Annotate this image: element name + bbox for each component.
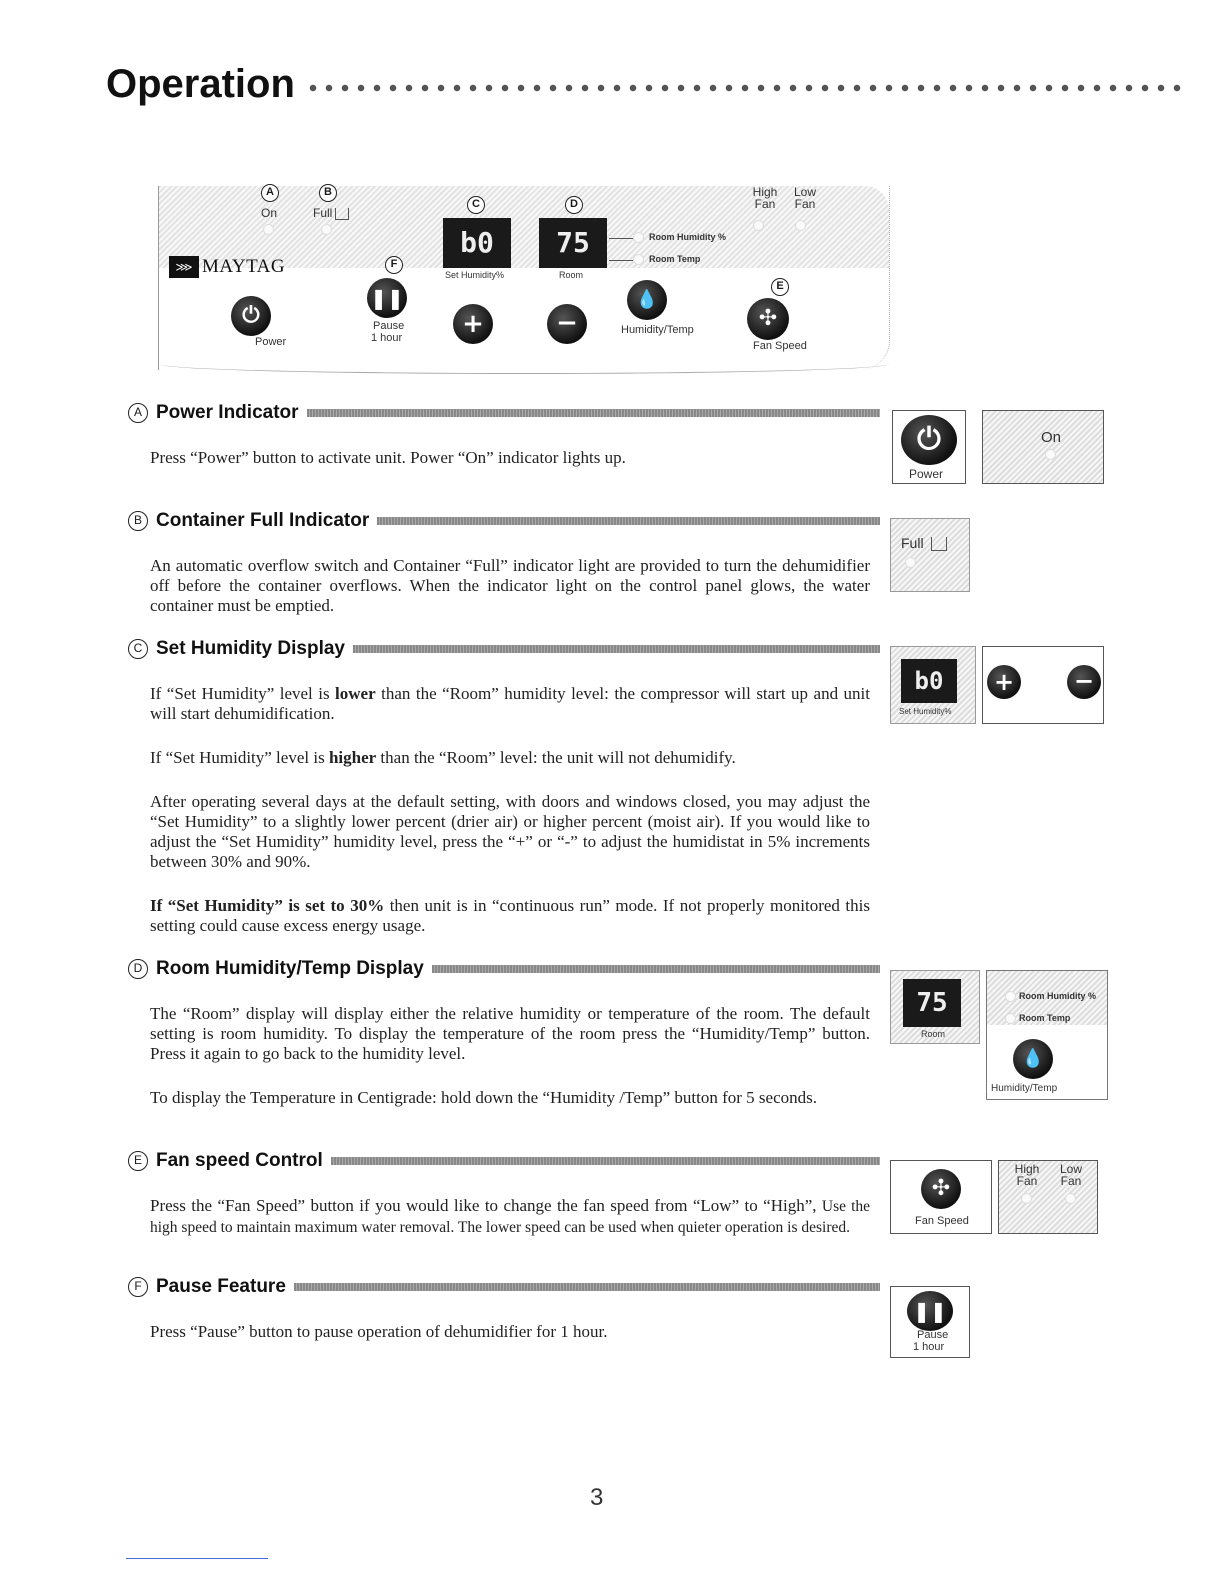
section-c-paragraph-4: [150, 896, 870, 936]
container-thumb-icon: [931, 537, 947, 551]
section-f-heading: [128, 1276, 880, 1298]
power-button-thumbnail: [892, 410, 966, 484]
room-humidity-thumb-label: Room Humidity %: [1019, 991, 1097, 1001]
low-fan-label: Low Fan: [793, 185, 816, 211]
maytag-logo-mark: ⋙: [169, 256, 199, 278]
section-e-letter: E: [128, 1151, 148, 1171]
control-panel-illustration: [158, 186, 890, 370]
c-p2-c: than the “Room” level: the unit will not dehumidify.: [376, 748, 736, 767]
set-humidity-thumb-label: Set Humidity%: [899, 707, 952, 716]
panel-humidity-temp-button: 💧: [627, 280, 667, 320]
page-title-text: Operation: [106, 62, 295, 106]
panel-plus-button: +: [453, 304, 493, 344]
section-a-letter: A: [128, 403, 148, 423]
set-humidity-label: Set Humidity%: [445, 270, 505, 280]
e-p1-a: Press the “Fan Speed” button if you would like to change the fan speed from “Low” to “High”,: [150, 1196, 822, 1215]
on-indicator-thumbnail: [982, 410, 1104, 484]
section-b-letter: B: [128, 511, 148, 531]
power-thumb-label: Power: [909, 467, 944, 481]
room-temp-line: [609, 260, 633, 261]
section-e-paragraph: [150, 1196, 870, 1238]
pause-button-thumbnail: [890, 1286, 970, 1358]
high-fan-label: High Fan: [752, 185, 778, 211]
callout-c: C: [467, 196, 485, 214]
c-p1-c: than the “Room” humidity level: the compressor will start up and unit will start dehumidification.: [150, 684, 870, 723]
section-d-rule: [432, 965, 880, 973]
fan-speed-thumb-label: Fan Speed: [915, 1215, 969, 1227]
section-d-heading: [128, 958, 880, 980]
c-p4-bold: If “Set Humidity” is set to 30%: [150, 896, 385, 915]
set-humidity-thumb-display: b0: [901, 659, 957, 703]
low-fan-thumb-label: Low Fan: [1059, 1162, 1082, 1188]
c-p2-bold: higher: [328, 748, 377, 767]
humidity-temp-thumb-label: Humidity/Temp: [991, 1083, 1058, 1094]
section-c-heading: [128, 638, 880, 660]
high-fan-thumb-led: [1021, 1193, 1032, 1204]
section-f-title: Pause Feature: [156, 1276, 286, 1297]
title-dot-leader: [305, 83, 1186, 93]
c-p1-bold: lower: [335, 684, 376, 703]
room-thumb-label: Room: [921, 1029, 946, 1039]
section-d-paragraph-2: To display the Temperature in Centigrade: hold down the “Humidity /Temp” button for 5 seconds.: [150, 1088, 818, 1107]
humidity-temp-thumbnail: [986, 970, 1108, 1100]
c-p4-b: then unit is in “continuous run” mode. If not properly monitored this setting could cause excess energy usage.: [150, 896, 870, 935]
full-thumb-led: [905, 557, 916, 568]
on-thumb-led: [1045, 449, 1056, 460]
panel-pause-label-2: 1 hour: [371, 332, 403, 344]
low-fan-thumb-led: [1065, 1193, 1076, 1204]
room-temp-thumb-label: Room Temp: [1019, 1013, 1071, 1023]
pause-thumb-label-1: Pause: [917, 1329, 949, 1341]
page-number: 3: [590, 1484, 604, 1511]
callout-d: D: [565, 196, 583, 214]
fan-speed-thumbnail: [890, 1160, 992, 1234]
section-f-letter: F: [128, 1277, 148, 1297]
fan-level-thumbnail: [998, 1160, 1098, 1234]
room-label: Room: [559, 270, 584, 280]
section-e-rule: [331, 1157, 880, 1165]
section-f-text: Press “Pause” button to pause operation of dehumidifier for 1 hour.: [150, 1322, 608, 1341]
panel-minus-button: −: [547, 304, 587, 344]
section-b-text: An automatic overflow switch and Container “Full” indicator light are provided to turn the dehumidifier off before the container overflows. When the indicator light on the control panel glows, the water container must be emptied.: [150, 556, 870, 615]
section-e-title: Fan speed Control: [156, 1150, 323, 1171]
panel-power-label: Power: [255, 336, 287, 348]
on-label: On: [261, 206, 278, 220]
on-indicator-led: [263, 224, 274, 235]
callout-e: E: [771, 278, 789, 296]
panel-pause-button: ❚❚: [367, 278, 407, 318]
c-p2-a: If “Set Humidity” level is: [150, 748, 329, 767]
set-humidity-display: b0: [443, 218, 511, 268]
panel-fan-speed-label: Fan Speed: [753, 340, 807, 352]
full-label: Full: [313, 206, 333, 220]
room-temp-label: Room Temp: [649, 254, 701, 264]
high-fan-led: [753, 220, 764, 231]
panel-pause-label-1: Pause: [373, 320, 405, 332]
container-icon: [335, 208, 349, 220]
section-b-title: Container Full Indicator: [156, 510, 370, 531]
page-title: [106, 62, 1186, 107]
panel-fan-speed-button: ✣: [747, 298, 789, 340]
full-thumb-label: Full: [901, 535, 924, 551]
maytag-logo: [169, 256, 285, 278]
full-indicator-thumbnail: [890, 518, 970, 592]
room-display-thumbnail: [890, 970, 980, 1044]
section-d-letter: D: [128, 959, 148, 979]
maytag-logo-text: MAYTAG: [202, 256, 286, 277]
full-indicator-led: [321, 224, 332, 235]
section-c-paragraph-3: After operating several days at the default setting, with doors and windows closed, you may adjust the “Set Humidity” to a slightly lower percent (drier air) or higher percent (moist air). If you would like to adjust the “Set Humidity” humidity level, press the “+” or “-” to adjust the humidistat in 5% increments between 30% and 90%.: [150, 792, 870, 871]
section-c-rule: [353, 645, 880, 653]
low-fan-led: [795, 220, 806, 231]
panel-power-button: ⏻: [231, 296, 271, 336]
section-b-heading: [128, 510, 880, 532]
section-d-title: Room Humidity/Temp Display: [156, 958, 424, 979]
section-a-text: Press “Power” button to activate unit. Power “On” indicator lights up.: [150, 448, 626, 467]
section-c-paragraph-1: [150, 684, 870, 724]
section-f-rule: [294, 1283, 880, 1291]
on-thumb-label: On: [1041, 429, 1062, 446]
e-p1-b: Use the high speed to maintain maximum water removal. The lower speed can be used when quieter operation is desired.: [150, 1198, 870, 1236]
room-humidity-thumb-led: [1005, 991, 1016, 1002]
panel-humidity-temp-label: Humidity/Temp: [621, 324, 694, 336]
callout-a: A: [261, 184, 279, 202]
section-e-heading: [128, 1150, 880, 1172]
plus-icon: +: [987, 665, 1021, 699]
room-display: 75: [539, 218, 607, 268]
footer-line: [126, 1558, 268, 1559]
section-a-rule: [307, 409, 880, 417]
fan-icon: ✣: [921, 1169, 961, 1209]
pause-icon: ❚❚: [907, 1291, 953, 1331]
section-b-rule: [377, 517, 880, 525]
room-thumb-display: 75: [903, 979, 961, 1027]
section-c-paragraph-2: [150, 748, 870, 768]
section-a-heading: [128, 402, 880, 424]
section-c-title: Set Humidity Display: [156, 638, 345, 659]
callout-b: B: [319, 184, 337, 202]
callout-f: F: [385, 256, 403, 274]
room-temp-led: [633, 254, 644, 265]
room-humidity-led: [633, 232, 644, 243]
room-humidity-label: Room Humidity %: [649, 232, 727, 242]
c-p1-a: If “Set Humidity” level is: [150, 684, 336, 703]
plus-minus-thumbnail: [982, 646, 1104, 724]
panel-outline: [159, 354, 889, 374]
pause-thumb-label-2: 1 hour: [913, 1341, 945, 1353]
section-c-letter: C: [128, 639, 148, 659]
humidity-temp-icon: 💧: [1013, 1039, 1053, 1079]
minus-icon: −: [1067, 665, 1101, 699]
room-humidity-line: [609, 238, 633, 239]
room-temp-thumb-led: [1005, 1013, 1016, 1024]
section-a-title: Power Indicator: [156, 402, 299, 423]
section-d-paragraph-1: The “Room” display will display either the relative humidity or temperature of the room. The default setting is room humidity. To display the temperature of the room press the “Humidity/Temp” button. Press it again to go back to the humidity level.: [150, 1004, 870, 1063]
power-icon: ⏻: [901, 415, 957, 465]
set-humidity-thumbnail: [890, 646, 976, 724]
high-fan-thumb-label: High Fan: [1014, 1162, 1040, 1188]
